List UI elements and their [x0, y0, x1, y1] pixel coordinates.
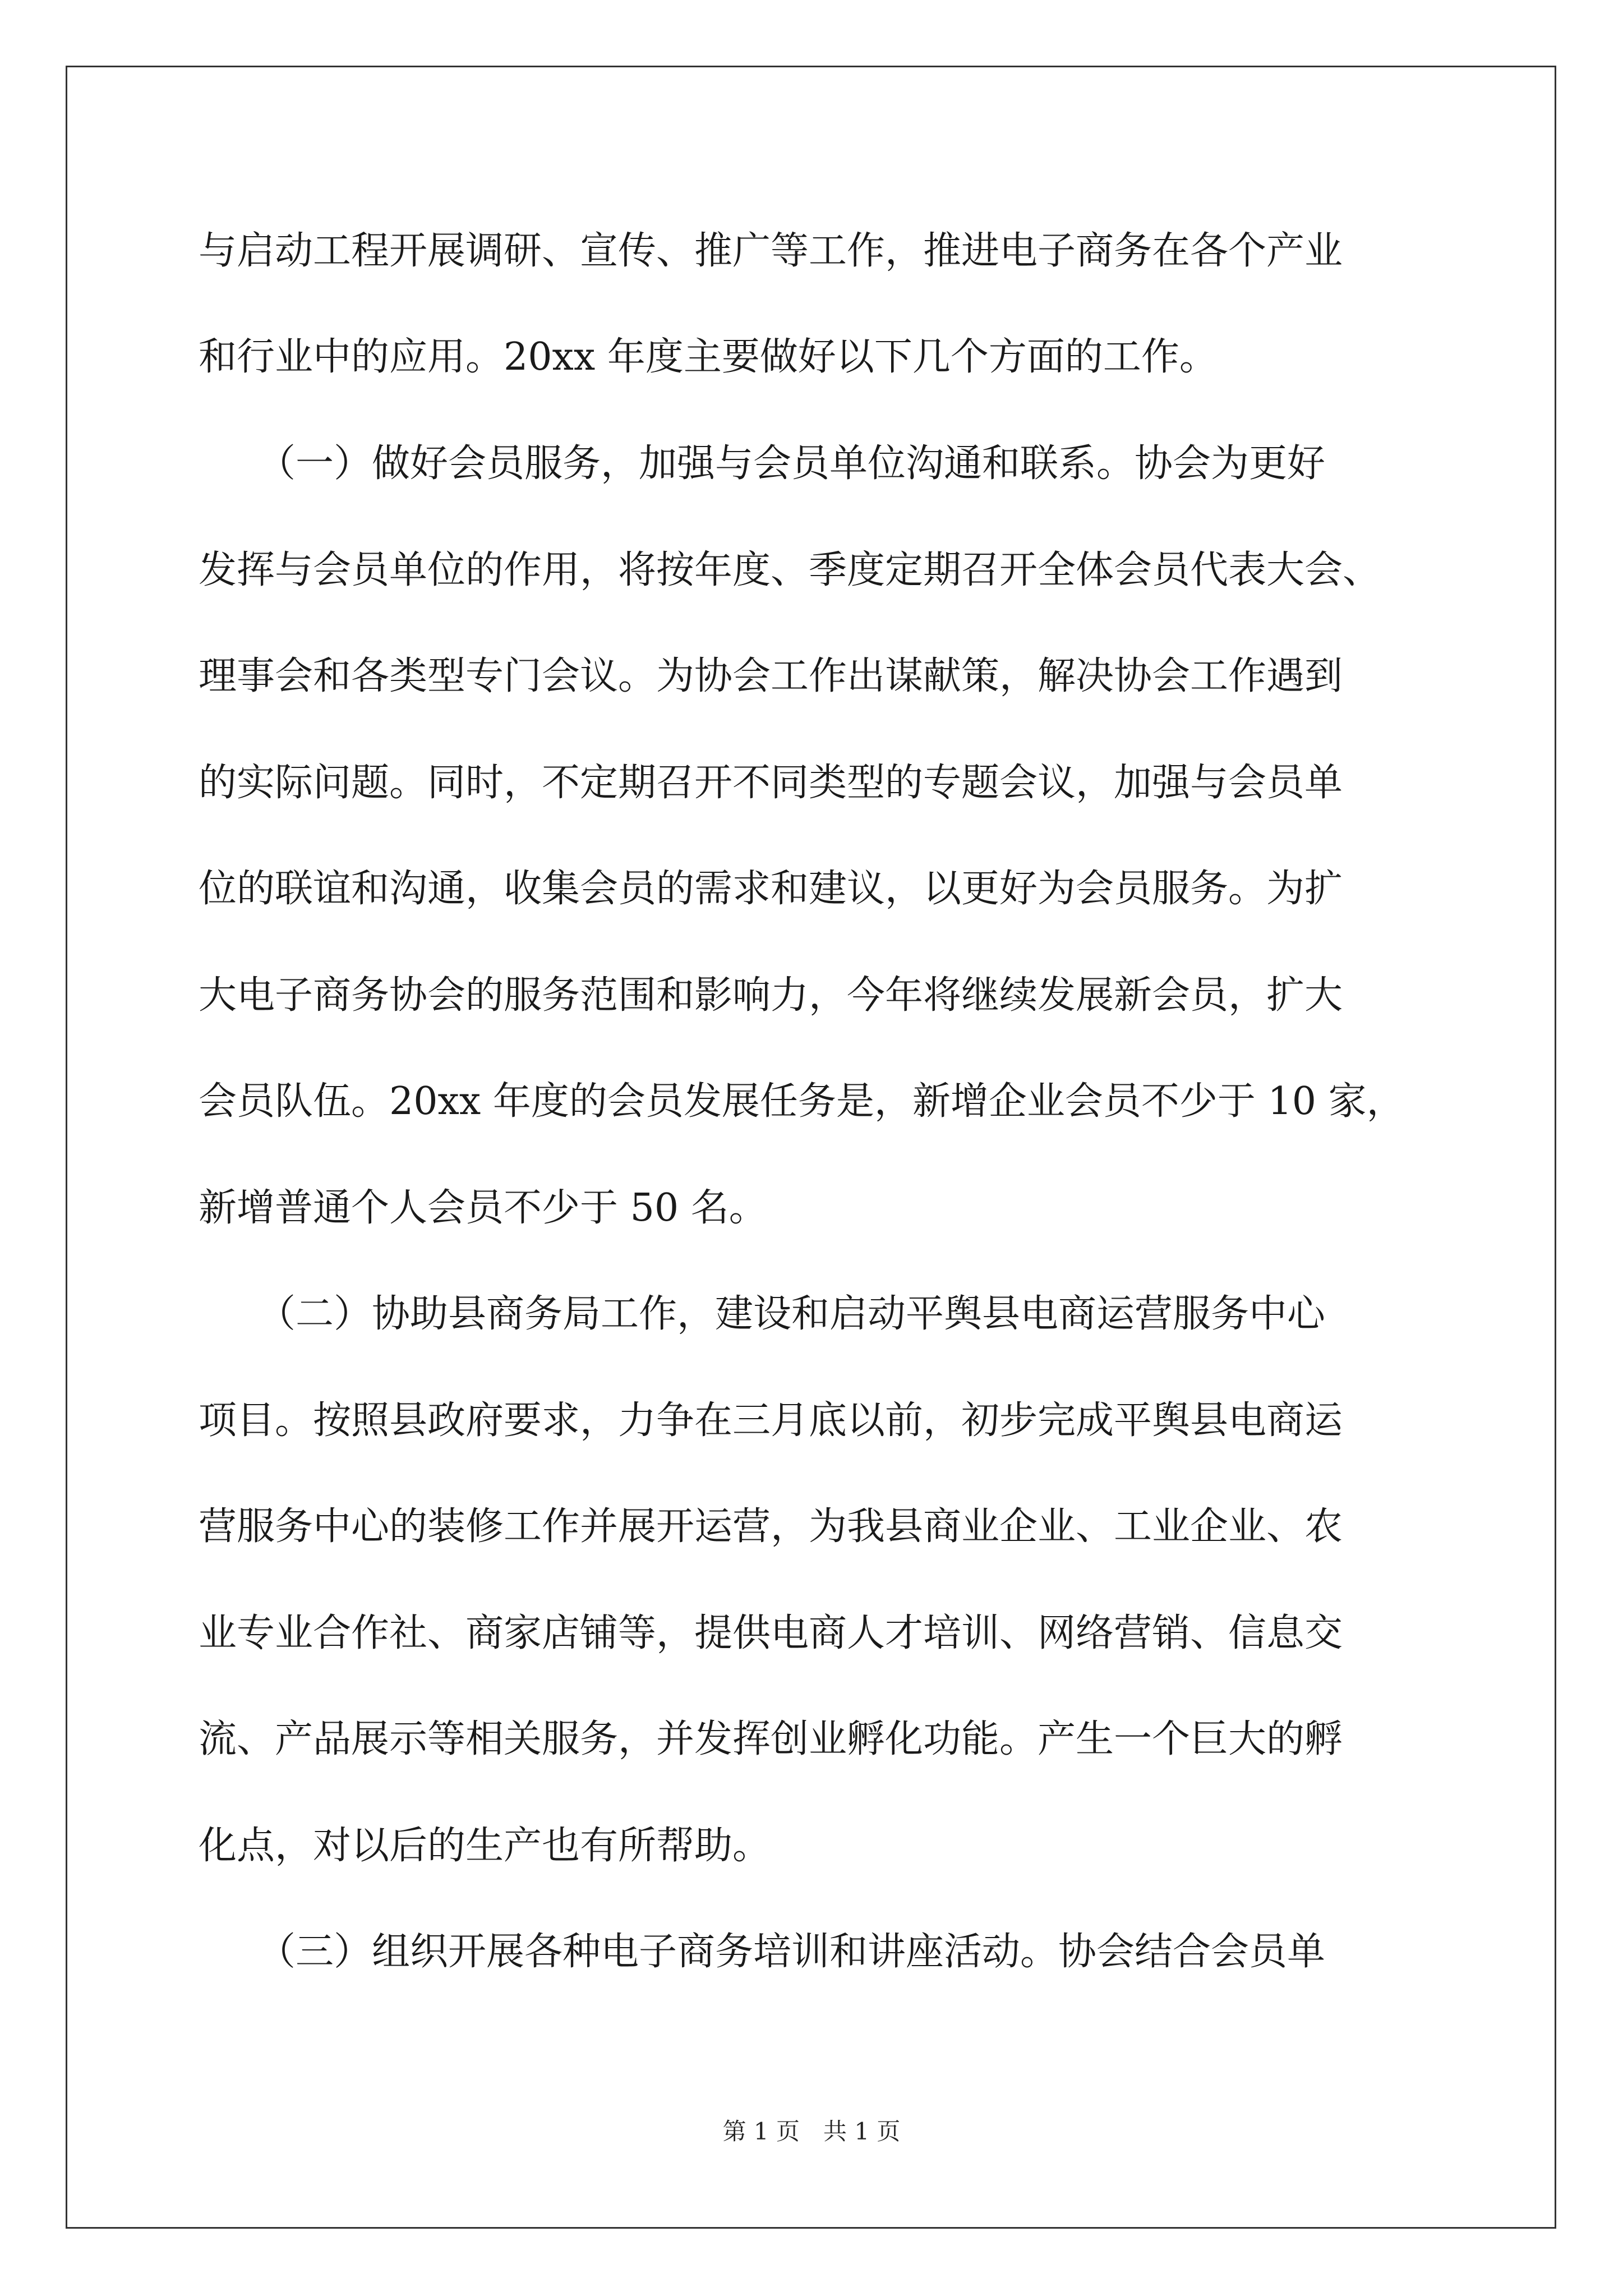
paragraph-heading: （二）协助县商务局工作，建设和启动平舆县电商运营服务中心 [257, 1292, 1326, 1336]
text-line: 和行业中的应用。20xx 年度主要做好以下几个方面的工作。 [199, 335, 1218, 379]
text-line: 业专业合作社、商家店铺等，提供电商人才培训、网络营销、信息交 [199, 1611, 1343, 1655]
text-line: 大电子商务协会的服务范围和影响力，今年将继续发展新会员，扩大 [199, 973, 1343, 1018]
text-line: 会员队伍。20xx 年度的会员发展任务是，新增企业会员不少于 10 家， [199, 1079, 1405, 1124]
paragraph-heading: （一）做好会员服务，加强与会员单位沟通和联系。协会为更好 [257, 441, 1326, 486]
text-line: 营服务中心的装修工作并展开运营，为我县商业企业、工业企业、农 [199, 1504, 1343, 1549]
text-line: 发挥与会员单位的作用，将按年度、季度定期召开全体会员代表大会、 [199, 548, 1381, 592]
page-number-footer: 第 1 页 共 1 页 [722, 2118, 901, 2145]
page-border [66, 66, 1556, 2229]
text-line: 流、产品展示等相关服务，并发挥创业孵化功能。产生一个巨大的孵 [199, 1717, 1343, 1761]
text-line: 与启动工程开展调研、宣传、推广等工作，推进电子商务在各个产业 [199, 229, 1343, 273]
text-line: 的实际问题。同时，不定期召开不同类型的专题会议，加强与会员单 [199, 761, 1343, 805]
paragraph-heading: （三）组织开展各种电子商务培训和讲座活动。协会结合会员单 [257, 1930, 1326, 1974]
text-line: 新增普通个人会员不少于 50 名。 [199, 1186, 767, 1230]
text-line: 化点，对以后的生产也有所帮助。 [199, 1824, 771, 1868]
text-line: 项目。按照县政府要求，力争在三月底以前，初步完成平舆县电商运 [199, 1398, 1343, 1443]
text-line: 位的联谊和沟通，收集会员的需求和建议，以更好为会员服务。为扩 [199, 867, 1343, 911]
text-line: 理事会和各类型专门会议。为协会工作出谋献策，解决协会工作遇到 [199, 654, 1343, 698]
